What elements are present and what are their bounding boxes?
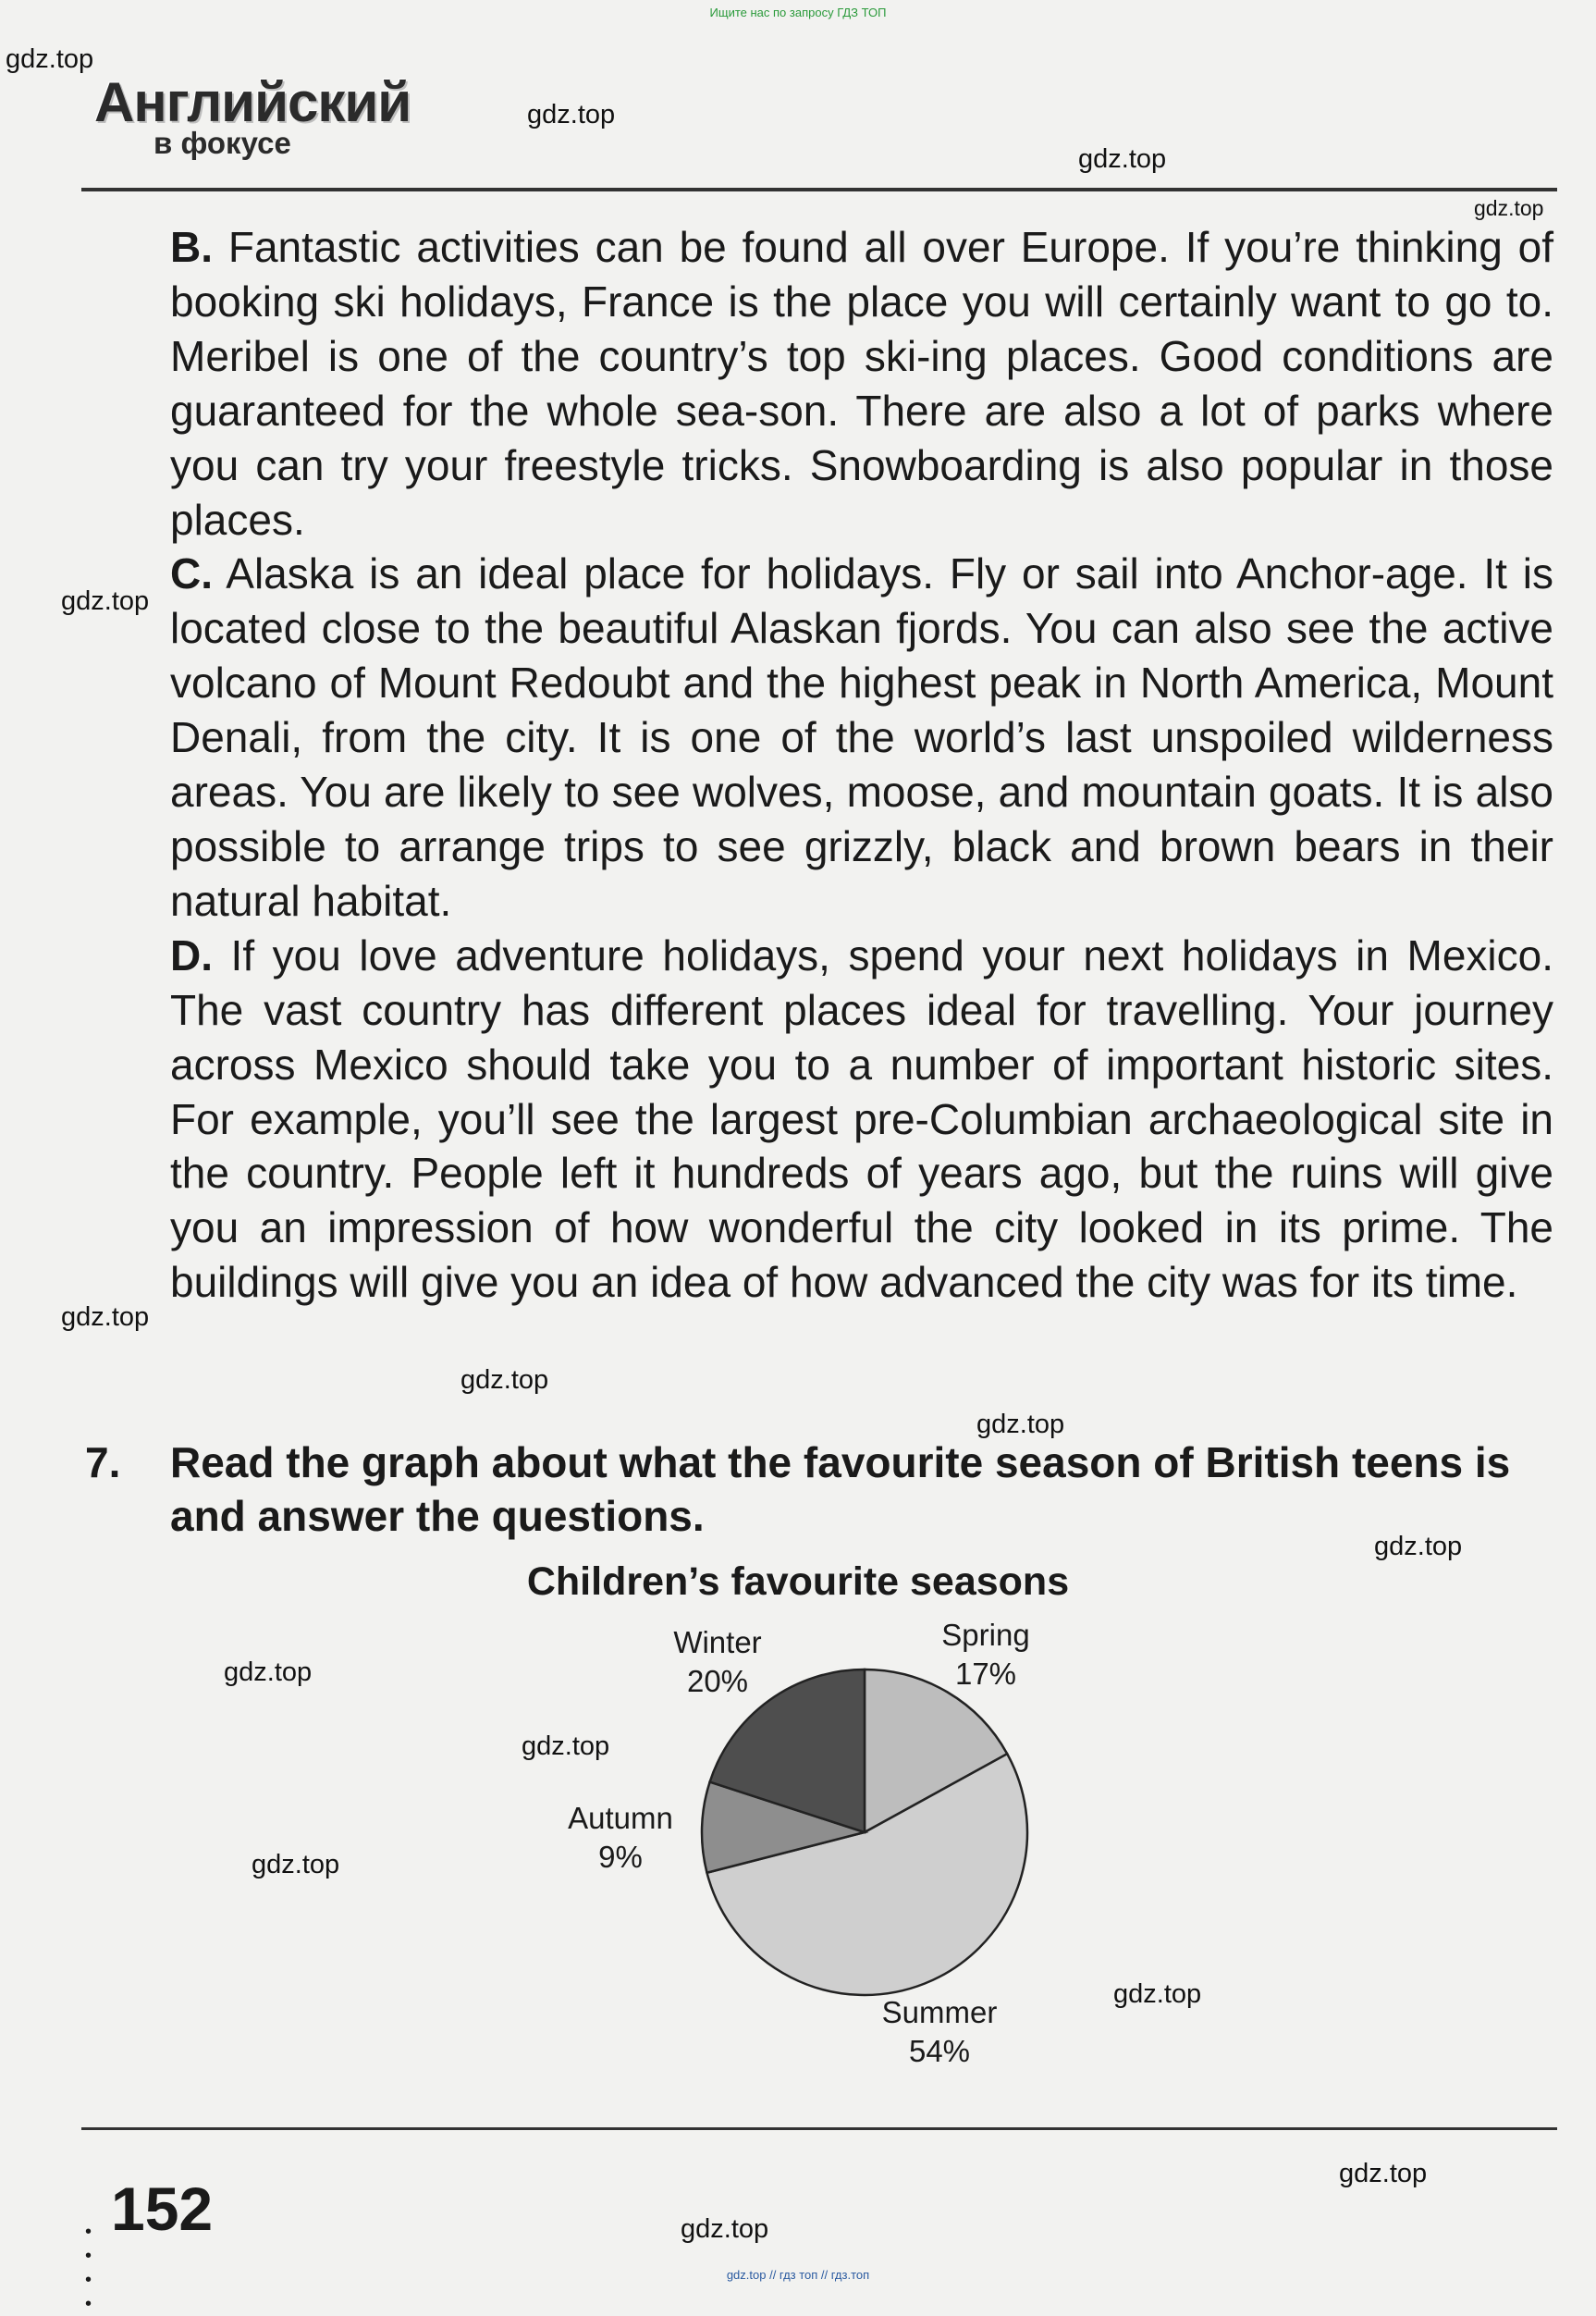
pie-label-summer (856, 1993, 1023, 2071)
pie-label-winter (634, 1623, 801, 1701)
pie-label-name: Autumn (568, 1801, 673, 1835)
task-number: 7. (85, 1438, 121, 1486)
watermark: gdz.top (6, 44, 94, 74)
pie-label-value: 20% (686, 1664, 749, 1698)
task-text: Read the graph about what the favourite season of British teens is and answer the questions. (170, 1438, 1511, 1540)
watermark: gdz.top (681, 2214, 769, 2244)
pie-label-value: 9% (598, 1840, 643, 1874)
page-number: 152 (111, 2174, 214, 2243)
watermark: gdz.top (460, 1365, 549, 1395)
watermark: gdz.top (1113, 1979, 1202, 2009)
watermark: gdz.top (61, 1302, 150, 1332)
watermark: gdz.top (1078, 144, 1167, 174)
pie-label-value: 17% (954, 1657, 1017, 1691)
footer-note: gdz.top // гдз топ // гдз.топ (726, 2268, 870, 2282)
footer-rule (81, 2127, 1557, 2130)
watermark: gdz.top (527, 100, 616, 129)
watermark: gdz.top (1474, 196, 1544, 220)
watermark: gdz.top (522, 1731, 610, 1761)
pie-label-name: Summer (881, 1995, 998, 2029)
page-dots: • • • • (85, 2222, 92, 2314)
pie-label-name: Winter (673, 1625, 762, 1659)
watermark: gdz.top (252, 1850, 340, 1879)
watermark: gdz.top (1339, 2159, 1428, 2188)
pie-label-spring (902, 1616, 1069, 1694)
pie-label-autumn (537, 1799, 704, 1877)
top-note: Ищите нас по запросу ГДЗ ТОП (709, 6, 887, 19)
pie-label-value: 54% (908, 2034, 971, 2068)
brand-title: Английский (94, 71, 411, 133)
watermark: gdz.top (1374, 1532, 1463, 1561)
watermark: gdz.top (224, 1657, 313, 1687)
chart-title: Children’s favourite seasons (526, 1559, 1070, 1604)
brand-subtitle: в фокусе (153, 126, 291, 160)
watermark: gdz.top (976, 1410, 1065, 1439)
pie-label-name: Spring (941, 1618, 1030, 1652)
watermark: gdz.top (61, 586, 150, 616)
paragraph-c: C. Alaska is an ideal place for holidays. Fly or sail into Anchor-age. It is located close to the beautiful Alaskan fjords. You can also see the active volcano of Mount Redoubt and the highest peak in North America, Mount Denali, from the city. It is one of the world’s last unspoiled wilderness areas. You are likely to see wolves, moose, and mountain goats. It is also possible to arrange trips to see grizzly, black and brown bears in their natural habitat. (170, 549, 1553, 925)
paragraph-b: B. Fantastic activities can be found all over Europe. If you’re thinking of booking ski holidays, France is the place you will certainly want to go to. Meribel is one of the country’s top ski-ing places. Good conditions are guaranteed for the whole sea-son. There are also a lot of parks where you can try your freestyle tricks. Snowboarding is also popular in those places. (170, 223, 1553, 544)
paragraph-d: D. If you love adventure holidays, spend your next holidays in Mexico. The vast country has different places ideal for travelling. Your journey across Mexico should take you to a number of important historic sites. For example, you’ll see the largest pre-Columbian archaeological site in the country. People left it hundreds of years ago, but the ruins will give you an impression of how wonderful the city looked in its prime. The buildings will give you an idea of how advanced the city was for its time. (170, 930, 1554, 1307)
